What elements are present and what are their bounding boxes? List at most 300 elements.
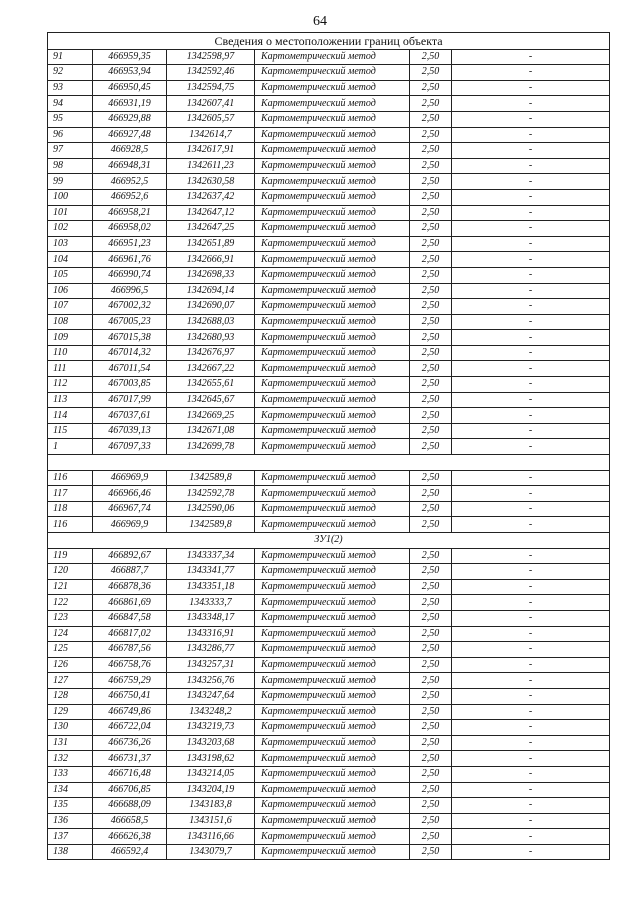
accuracy-cell: 2,50 [410,626,452,642]
point-number-cell: 102 [48,221,93,237]
coordinate-x-cell: 466996,5 [93,283,167,299]
method-cell: Картометрический метод [255,735,410,751]
point-number-cell: 127 [48,673,93,689]
coordinate-x-cell: 466927,48 [93,127,167,143]
coordinate-x-cell: 466931,19 [93,96,167,112]
extra-value-cell: - [452,720,610,736]
table-row [48,439,610,455]
extra-value-cell: - [452,205,610,221]
coordinate-y-cell: 1342589,8 [167,517,255,533]
method-cell: Картометрический метод [255,517,410,533]
table-row [48,735,610,751]
extra-value-cell: - [452,844,610,860]
table-row [48,486,610,502]
point-number-cell: 135 [48,798,93,814]
coordinate-y-cell: 1342671,08 [167,423,255,439]
coordinate-x-cell: 466759,29 [93,673,167,689]
coordinate-y-cell: 1342699,78 [167,439,255,455]
table-row [48,80,610,96]
accuracy-cell: 2,50 [410,267,452,283]
table-row [48,501,610,517]
coordinate-x-cell: 466750,41 [93,688,167,704]
coordinate-x-cell: 466706,85 [93,782,167,798]
accuracy-cell: 2,50 [410,283,452,299]
table-row [48,579,610,595]
accuracy-cell: 2,50 [410,189,452,205]
accuracy-cell: 2,50 [410,330,452,346]
table-row [48,704,610,720]
accuracy-cell: 2,50 [410,782,452,798]
coordinate-y-cell: 1342594,75 [167,80,255,96]
method-cell: Картометрический метод [255,751,410,767]
point-number-cell: 97 [48,143,93,159]
accuracy-cell: 2,50 [410,49,452,65]
coordinate-y-cell: 1343256,76 [167,673,255,689]
coordinate-x-cell: 466952,5 [93,174,167,190]
coordinate-y-cell: 1343333,7 [167,595,255,611]
method-cell: Картометрический метод [255,642,410,658]
method-cell: Картометрический метод [255,688,410,704]
point-number-cell: 106 [48,283,93,299]
extra-value-cell: - [452,688,610,704]
method-cell: Картометрический метод [255,813,410,829]
coordinate-y-cell: 1343151,6 [167,813,255,829]
section-row [48,455,610,471]
accuracy-cell: 2,50 [410,704,452,720]
method-cell: Картометрический метод [255,361,410,377]
table-row [48,236,610,252]
coordinate-y-cell: 1343203,68 [167,735,255,751]
method-cell: Картометрический метод [255,236,410,252]
boundary-coordinates-table [47,32,610,860]
coordinate-y-cell: 1343219,73 [167,720,255,736]
table-row [48,813,610,829]
coordinate-y-cell: 1343348,17 [167,610,255,626]
method-cell: Картометрический метод [255,127,410,143]
method-cell: Картометрический метод [255,439,410,455]
coordinate-x-cell: 466716,48 [93,766,167,782]
method-cell: Картометрический метод [255,844,410,860]
method-cell: Картометрический метод [255,829,410,845]
table-row [48,751,610,767]
point-number-cell: 103 [48,236,93,252]
coordinate-x-cell: 466861,69 [93,595,167,611]
extra-value-cell: - [452,751,610,767]
coordinate-x-cell: 466951,23 [93,236,167,252]
point-number-cell: 125 [48,642,93,658]
method-cell: Картометрический метод [255,704,410,720]
coordinate-y-cell: 1343204,19 [167,782,255,798]
table-row [48,127,610,143]
method-cell: Картометрический метод [255,408,410,424]
table-row [48,610,610,626]
accuracy-cell: 2,50 [410,813,452,829]
accuracy-cell: 2,50 [410,829,452,845]
extra-value-cell: - [452,501,610,517]
extra-value-cell: - [452,610,610,626]
coordinate-x-cell: 466658,5 [93,813,167,829]
accuracy-cell: 2,50 [410,486,452,502]
extra-value-cell: - [452,96,610,112]
accuracy-cell: 2,50 [410,657,452,673]
table-row [48,221,610,237]
coordinate-x-cell: 466969,9 [93,470,167,486]
extra-value-cell: - [452,782,610,798]
coordinate-x-cell: 467011,54 [93,361,167,377]
point-number-cell: 126 [48,657,93,673]
coordinate-x-cell: 466967,74 [93,501,167,517]
table-row [48,158,610,174]
method-cell: Картометрический метод [255,96,410,112]
coordinate-x-cell: 466758,76 [93,657,167,673]
extra-value-cell: - [452,673,610,689]
point-number-cell: 107 [48,299,93,315]
coordinate-y-cell: 1342647,25 [167,221,255,237]
table-row [48,299,610,315]
extra-value-cell: - [452,314,610,330]
table-row [48,111,610,127]
accuracy-cell: 2,50 [410,111,452,127]
point-number-cell: 116 [48,470,93,486]
table-row [48,688,610,704]
point-number-cell: 134 [48,782,93,798]
accuracy-cell: 2,50 [410,345,452,361]
coordinate-x-cell: 466592,4 [93,844,167,860]
method-cell: Картометрический метод [255,80,410,96]
point-number-cell: 119 [48,548,93,564]
coordinate-y-cell: 1342614,7 [167,127,255,143]
method-cell: Картометрический метод [255,111,410,127]
extra-value-cell: - [452,158,610,174]
table-row [48,766,610,782]
coordinate-x-cell: 466892,67 [93,548,167,564]
extra-value-cell: - [452,345,610,361]
coordinate-x-cell: 466948,31 [93,158,167,174]
coordinate-y-cell: 1343247,64 [167,688,255,704]
accuracy-cell: 2,50 [410,158,452,174]
coordinate-y-cell: 1342669,25 [167,408,255,424]
point-number-cell: 115 [48,423,93,439]
point-number-cell: 116 [48,517,93,533]
coordinate-y-cell: 1343214,05 [167,766,255,782]
coordinate-x-cell: 466969,9 [93,517,167,533]
extra-value-cell: - [452,766,610,782]
table-row [48,392,610,408]
extra-value-cell: - [452,377,610,393]
extra-value-cell: - [452,439,610,455]
accuracy-cell: 2,50 [410,439,452,455]
extra-value-cell: - [452,361,610,377]
table-caption: Сведения о местоположении границ объекта [48,33,610,50]
extra-value-cell: - [452,642,610,658]
extra-value-cell: - [452,735,610,751]
method-cell: Картометрический метод [255,377,410,393]
coordinate-y-cell: 1343079,7 [167,844,255,860]
point-number-cell: 132 [48,751,93,767]
method-cell: Картометрический метод [255,392,410,408]
coordinate-x-cell: 466953,94 [93,65,167,81]
method-cell: Картометрический метод [255,798,410,814]
accuracy-cell: 2,50 [410,844,452,860]
point-number-cell: 118 [48,501,93,517]
accuracy-cell: 2,50 [410,423,452,439]
extra-value-cell: - [452,813,610,829]
coordinate-x-cell: 466722,04 [93,720,167,736]
accuracy-cell: 2,50 [410,299,452,315]
method-cell: Картометрический метод [255,345,410,361]
point-number-cell: 114 [48,408,93,424]
point-number-cell: 96 [48,127,93,143]
coordinate-x-cell: 467017,99 [93,392,167,408]
accuracy-cell: 2,50 [410,80,452,96]
coordinate-x-cell: 466887,7 [93,564,167,580]
table-row [48,174,610,190]
table-row [48,657,610,673]
coordinate-y-cell: 1342655,61 [167,377,255,393]
table-row [48,844,610,860]
point-number-cell: 131 [48,735,93,751]
extra-value-cell: - [452,798,610,814]
coordinate-x-cell: 466958,02 [93,221,167,237]
accuracy-cell: 2,50 [410,501,452,517]
table-row [48,642,610,658]
extra-value-cell: - [452,392,610,408]
accuracy-cell: 2,50 [410,143,452,159]
point-number-cell: 1 [48,439,93,455]
method-cell: Картометрический метод [255,189,410,205]
point-number-cell: 100 [48,189,93,205]
point-number-cell: 137 [48,829,93,845]
point-number-cell: 122 [48,595,93,611]
table-row [48,829,610,845]
coordinate-x-cell: 466787,56 [93,642,167,658]
extra-value-cell: - [452,221,610,237]
coordinate-y-cell: 1342617,91 [167,143,255,159]
method-cell: Картометрический метод [255,158,410,174]
accuracy-cell: 2,50 [410,720,452,736]
extra-value-cell: - [452,517,610,533]
method-cell: Картометрический метод [255,564,410,580]
coordinate-y-cell: 1342676,97 [167,345,255,361]
accuracy-cell: 2,50 [410,252,452,268]
coordinate-y-cell: 1342680,93 [167,330,255,346]
point-number-cell: 124 [48,626,93,642]
coordinate-y-cell: 1342690,07 [167,299,255,315]
extra-value-cell: - [452,423,610,439]
coordinate-x-cell: 467015,38 [93,330,167,346]
accuracy-cell: 2,50 [410,361,452,377]
point-number-cell: 136 [48,813,93,829]
point-number-cell: 99 [48,174,93,190]
coordinate-y-cell: 1343116,66 [167,829,255,845]
table-row [48,143,610,159]
method-cell: Картометрический метод [255,486,410,502]
table-row [48,283,610,299]
coordinate-y-cell: 1342590,06 [167,501,255,517]
point-number-cell: 95 [48,111,93,127]
coordinate-y-cell: 1342651,89 [167,236,255,252]
method-cell: Картометрический метод [255,579,410,595]
point-number-cell: 108 [48,314,93,330]
coordinate-y-cell: 1342611,23 [167,158,255,174]
coordinate-y-cell: 1342645,67 [167,392,255,408]
point-number-cell: 110 [48,345,93,361]
extra-value-cell: - [452,330,610,346]
method-cell: Картометрический метод [255,766,410,782]
coordinate-x-cell: 467002,32 [93,299,167,315]
coordinate-x-cell: 466929,88 [93,111,167,127]
table-row [48,267,610,283]
coordinate-x-cell: 466626,38 [93,829,167,845]
accuracy-cell: 2,50 [410,392,452,408]
point-number-cell: 117 [48,486,93,502]
accuracy-cell: 2,50 [410,673,452,689]
point-number-cell: 104 [48,252,93,268]
coordinate-y-cell: 1342667,22 [167,361,255,377]
point-number-cell: 91 [48,49,93,65]
accuracy-cell: 2,50 [410,642,452,658]
coordinate-y-cell: 1342688,03 [167,314,255,330]
extra-value-cell: - [452,579,610,595]
coordinate-x-cell: 466928,5 [93,143,167,159]
accuracy-cell: 2,50 [410,470,452,486]
coordinate-x-cell: 466749,86 [93,704,167,720]
point-number-cell: 133 [48,766,93,782]
coordinate-y-cell: 1342592,78 [167,486,255,502]
table-row [48,720,610,736]
coordinate-y-cell: 1342598,97 [167,49,255,65]
accuracy-cell: 2,50 [410,65,452,81]
point-number-cell: 93 [48,80,93,96]
accuracy-cell: 2,50 [410,548,452,564]
table-row [48,517,610,533]
extra-value-cell: - [452,267,610,283]
coordinate-y-cell: 1343341,77 [167,564,255,580]
table-row [48,314,610,330]
section-row [48,533,610,549]
coordinate-y-cell: 1343183,8 [167,798,255,814]
method-cell: Картометрический метод [255,720,410,736]
extra-value-cell: - [452,252,610,268]
method-cell: Картометрический метод [255,610,410,626]
page-number: 64 [313,14,327,29]
method-cell: Картометрический метод [255,548,410,564]
table-row [48,361,610,377]
table-row [48,330,610,346]
table-row [48,408,610,424]
method-cell: Картометрический метод [255,626,410,642]
point-number-cell: 120 [48,564,93,580]
coordinate-x-cell: 467097,33 [93,439,167,455]
extra-value-cell: - [452,283,610,299]
coordinate-y-cell: 1343337,34 [167,548,255,564]
extra-value-cell: - [452,49,610,65]
coordinate-x-cell: 467039,13 [93,423,167,439]
coordinate-x-cell: 466736,26 [93,735,167,751]
coordinate-y-cell: 1342592,46 [167,65,255,81]
method-cell: Картометрический метод [255,423,410,439]
method-cell: Картометрический метод [255,501,410,517]
coordinate-y-cell: 1342698,33 [167,267,255,283]
extra-value-cell: - [452,470,610,486]
table-row [48,423,610,439]
method-cell: Картометрический метод [255,314,410,330]
method-cell: Картометрический метод [255,174,410,190]
coordinate-x-cell: 466731,37 [93,751,167,767]
coordinate-x-cell: 467014,32 [93,345,167,361]
coordinate-y-cell: 1342637,42 [167,189,255,205]
point-number-cell: 129 [48,704,93,720]
point-number-cell: 138 [48,844,93,860]
point-number-cell: 123 [48,610,93,626]
accuracy-cell: 2,50 [410,96,452,112]
coordinate-x-cell: 466990,74 [93,267,167,283]
table-row [48,65,610,81]
extra-value-cell: - [452,174,610,190]
coordinate-y-cell: 1342589,8 [167,470,255,486]
extra-value-cell: - [452,657,610,673]
method-cell: Картометрический метод [255,470,410,486]
table-row [48,377,610,393]
table-row [48,96,610,112]
accuracy-cell: 2,50 [410,221,452,237]
accuracy-cell: 2,50 [410,205,452,221]
coordinate-x-cell: 466847,58 [93,610,167,626]
accuracy-cell: 2,50 [410,174,452,190]
accuracy-cell: 2,50 [410,564,452,580]
extra-value-cell: - [452,486,610,502]
coordinate-y-cell: 1342666,91 [167,252,255,268]
coordinate-y-cell: 1343248,2 [167,704,255,720]
table-row [48,470,610,486]
coordinate-x-cell: 467003,85 [93,377,167,393]
accuracy-cell: 2,50 [410,735,452,751]
table-row [48,205,610,221]
accuracy-cell: 2,50 [410,408,452,424]
extra-value-cell: - [452,548,610,564]
coordinate-y-cell: 1343198,62 [167,751,255,767]
coordinate-y-cell: 1342630,58 [167,174,255,190]
coordinate-y-cell: 1343257,31 [167,657,255,673]
accuracy-cell: 2,50 [410,127,452,143]
section-label: ЗУ1(2) [48,533,610,549]
coordinate-x-cell: 466966,46 [93,486,167,502]
method-cell: Картометрический метод [255,283,410,299]
coordinate-x-cell: 466817,02 [93,626,167,642]
coordinate-x-cell: 466878,36 [93,579,167,595]
accuracy-cell: 2,50 [410,688,452,704]
point-number-cell: 121 [48,579,93,595]
extra-value-cell: - [452,595,610,611]
table-row [48,548,610,564]
extra-value-cell: - [452,704,610,720]
method-cell: Картометрический метод [255,221,410,237]
table-caption-row [48,33,610,50]
method-cell: Картометрический метод [255,205,410,221]
point-number-cell: 111 [48,361,93,377]
accuracy-cell: 2,50 [410,798,452,814]
coordinate-x-cell: 466958,21 [93,205,167,221]
table-row [48,782,610,798]
coordinate-y-cell: 1343286,77 [167,642,255,658]
method-cell: Картометрический метод [255,49,410,65]
point-number-cell: 94 [48,96,93,112]
coordinate-y-cell: 1342607,41 [167,96,255,112]
method-cell: Картометрический метод [255,299,410,315]
accuracy-cell: 2,50 [410,595,452,611]
point-number-cell: 130 [48,720,93,736]
method-cell: Картометрический метод [255,657,410,673]
